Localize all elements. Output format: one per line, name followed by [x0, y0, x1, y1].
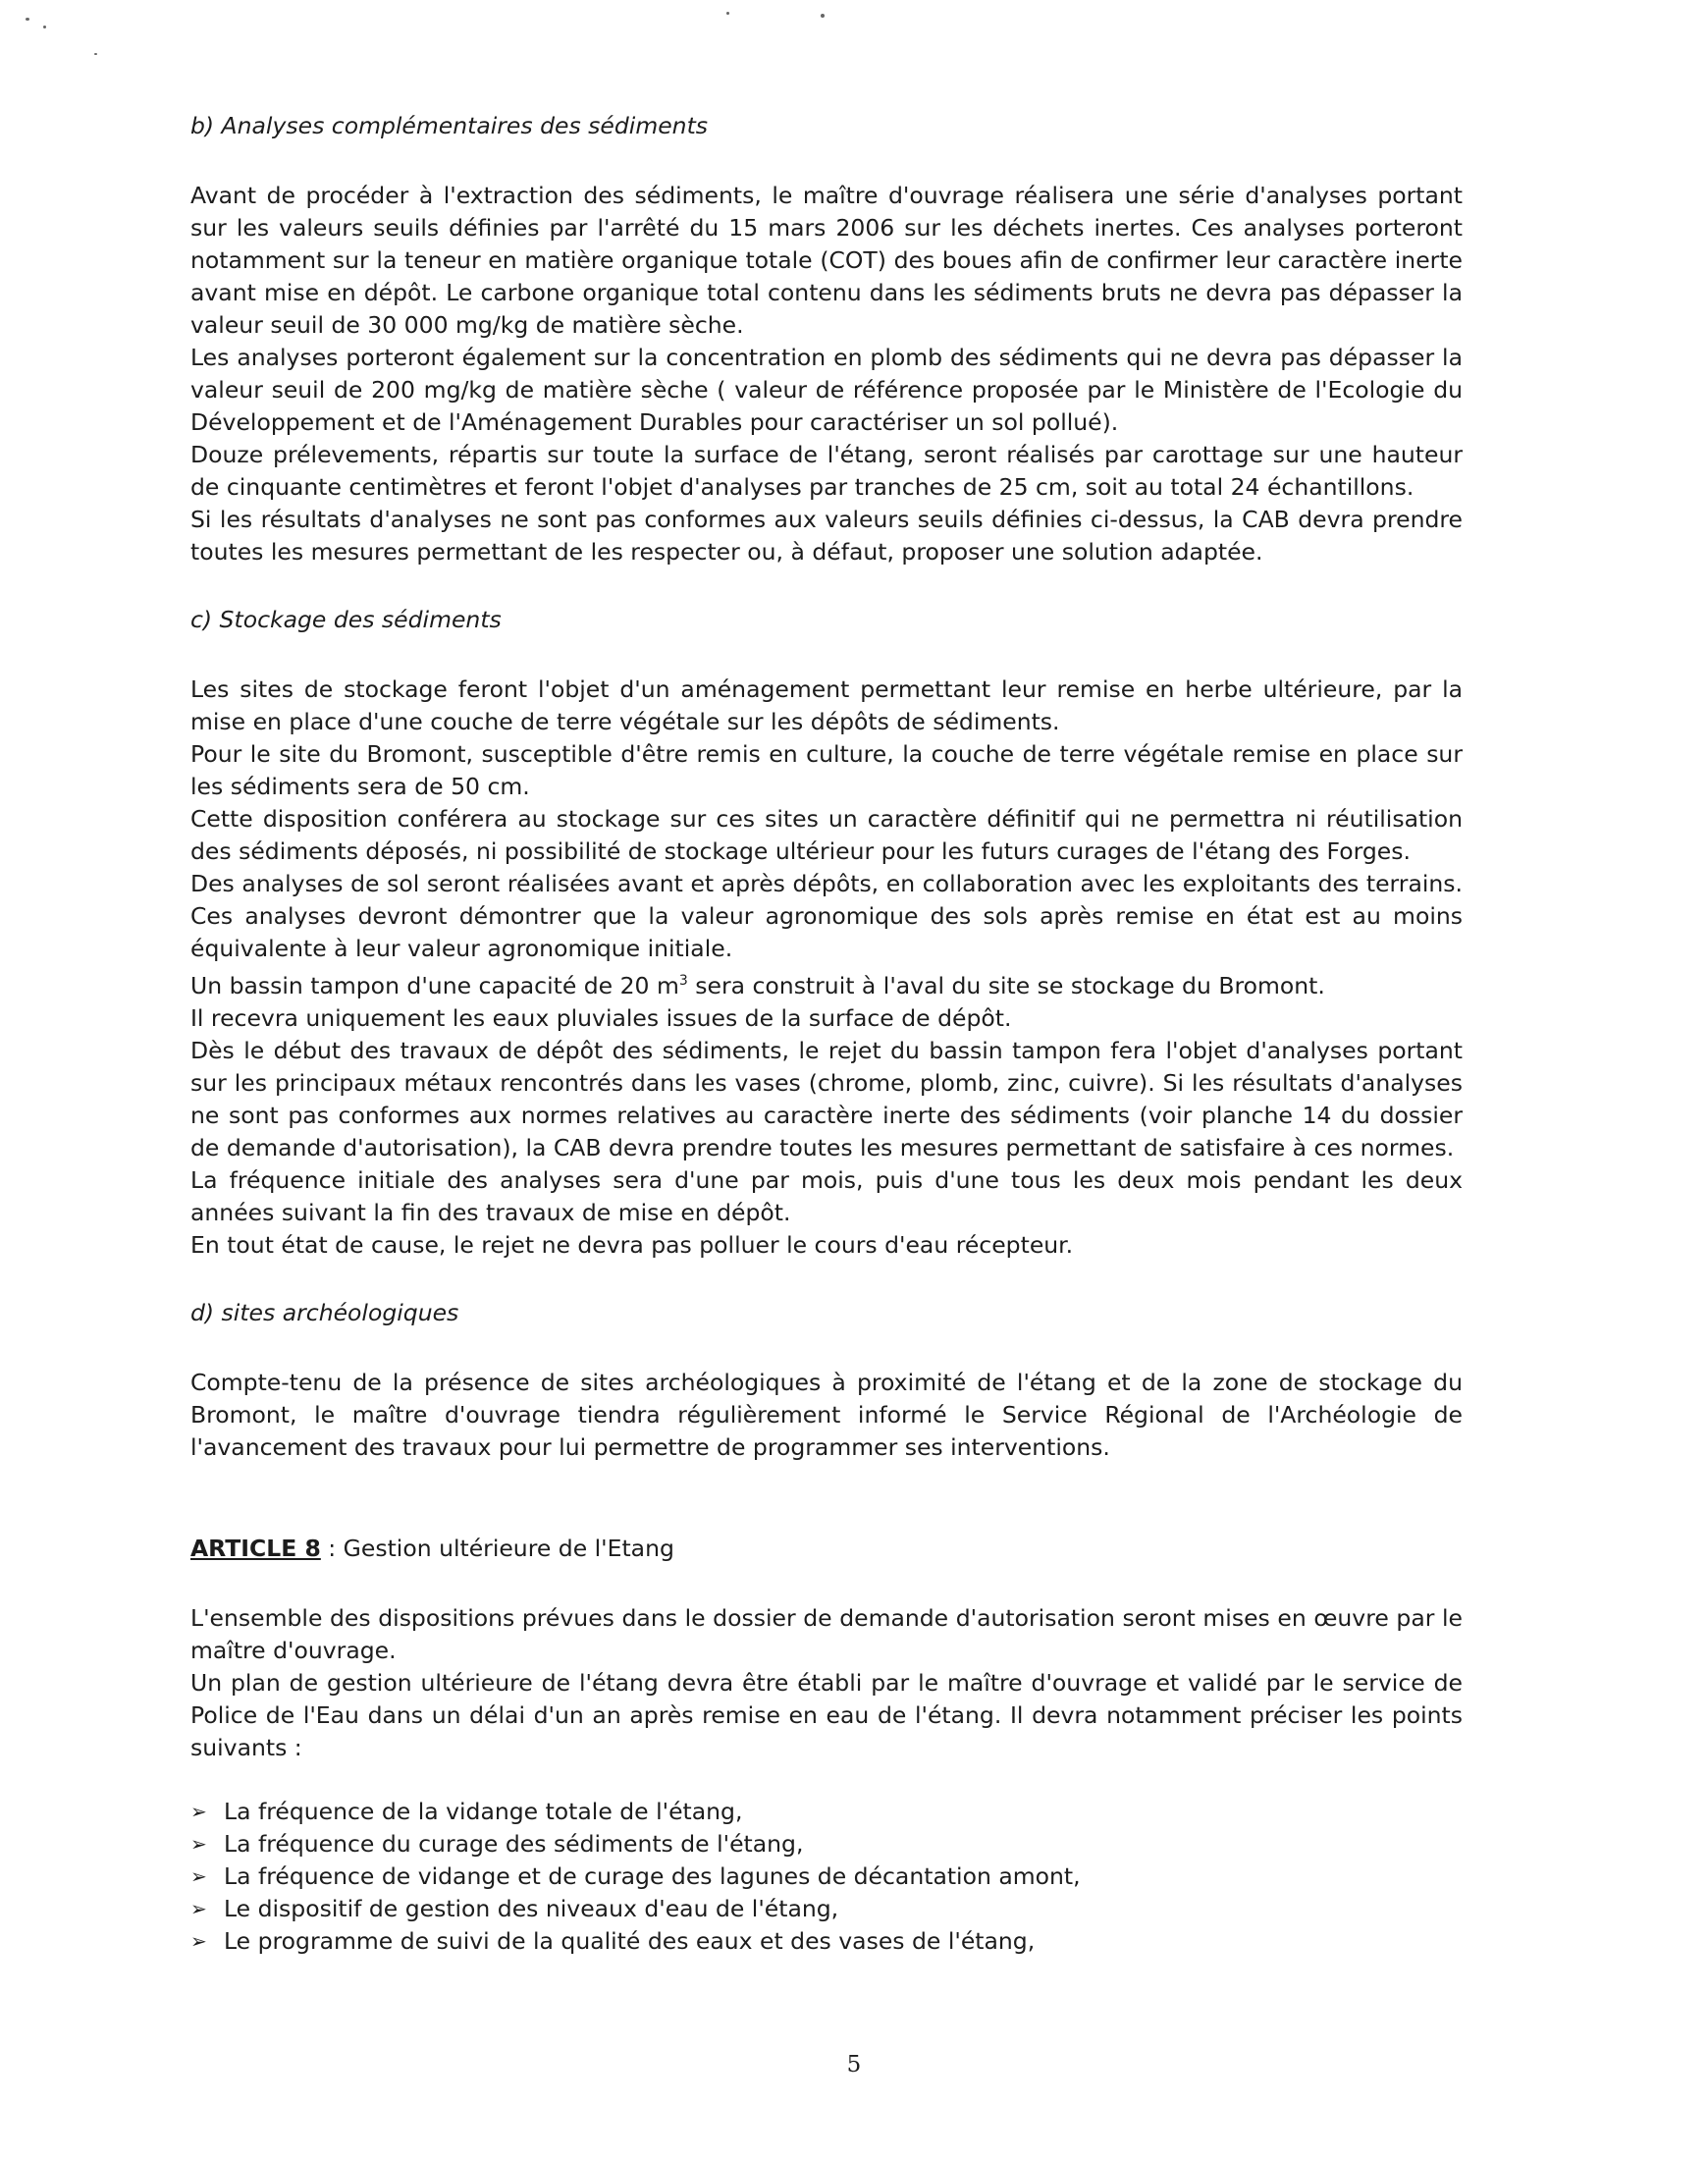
article-8	[190, 1533, 1463, 1958]
arrow-bullet-icon: ➢	[190, 1928, 207, 1953]
document-body	[190, 110, 1463, 1958]
points-list	[190, 1796, 1463, 1958]
page-number: 5	[846, 2052, 862, 2077]
paragraph: Il recevra uniquement les eaux pluviales issues de la surface de dépôt.	[190, 1003, 1012, 1032]
section-b	[190, 110, 1463, 568]
section-heading: c) Stockage des sédiments	[190, 606, 502, 633]
list-item	[190, 1925, 1463, 1958]
scan-speck	[821, 14, 825, 18]
list-item-text: La fréquence du curage des sédiments de l'étang,	[224, 1829, 804, 1858]
list-item-text: La fréquence de la vidange totale de l'étang,	[224, 1797, 743, 1825]
paragraph: Les sites de stockage feront l'objet d'un aménagement permettant leur remise en herbe ultérieure, par la mise en place d'une couche de terre végétale sur les dépôts de sédiments.	[190, 675, 1463, 735]
scan-speck	[726, 12, 729, 15]
article-label: ARTICLE 8	[190, 1534, 321, 1562]
arrow-bullet-icon: ➢	[190, 1896, 207, 1920]
paragraph: Les analyses porteront également sur la concentration en plomb des sédiments qui ne devra pas dépasser la valeur seuil de 200 mg/kg de matière sèche ( valeur de référence proposée par le Ministère de l'Ecologie du Développement et de l'Aménagement Durables pour caractériser un sol pollué).	[190, 344, 1463, 436]
arrow-bullet-icon: ➢	[190, 1831, 207, 1856]
arrow-bullet-icon: ➢	[190, 1799, 207, 1823]
list-item	[190, 1860, 1463, 1893]
paragraph: L'ensemble des dispositions prévues dans le dossier de demande d'autorisation seront mises en œuvre par le maître d'ouvrage.	[190, 1603, 1463, 1664]
paragraph: Avant de procéder à l'extraction des sédiments, le maître d'ouvrage réalisera une série d'analyses portant sur les valeurs seuils définies par l'arrêté du 15 mars 2006 sur les déchets inertes. Ces analyses porteront notamment sur la teneur en matière organique totale (COT) des boues afin de confirmer leur caractère inerte avant mise en dépôt. Le carbone organique total contenu dans les sédiments bruts ne devra pas dépasser la valeur seuil de 30 000 mg/kg de matière sèche.	[190, 182, 1463, 339]
article-separator: :	[320, 1534, 344, 1562]
paragraph: Compte-tenu de la présence de sites archéologiques à proximité de l'étang et de la zone de stockage du Bromont, le maître d'ouvrage tiendra régulièrement informé le Service Régional de l'Archéologie de l'avancement des travaux pour lui permettre de programmer ses interventions.	[190, 1368, 1463, 1461]
paragraph: La fréquence initiale des analyses sera d'une par mois, puis d'une tous les deux mois pendant les deux années suivant la fin des travaux de mise en dépôt.	[190, 1165, 1463, 1226]
list-item	[190, 1796, 1463, 1828]
basin-text: Un bassin tampon d'une capacité de 20 m	[190, 971, 679, 999]
section-c	[190, 604, 1463, 1262]
article-title: Gestion ultérieure de l'Etang	[343, 1534, 674, 1562]
article-heading	[190, 1533, 1463, 1565]
paragraph: Pour le site du Bromont, susceptible d'être remis en culture, la couche de terre végétale remise en place sur les sédiments sera de 50 cm.	[190, 740, 1463, 800]
paragraph: Dès le début des travaux de dépôt des sédiments, le rejet du bassin tampon fera l'objet d'analyses portant sur les principaux métaux rencontrés dans les vases (chrome, plomb, zinc, cuivre). Si les résultats d'analyses ne sont pas conformes aux normes relatives au caractère inerte des sédiments (voir planche 14 du dossier de demande d'autorisation), la CAB devra prendre toutes les mesures permettant de satisfaire à ces normes.	[190, 1036, 1463, 1161]
paragraph: Des analyses de sol seront réalisées avant et après dépôts, en collaboration avec les exploitants des terrains. Ces analyses devront démontrer que la valeur agronomique des sols après remise en état est au moins équivalente à leur valeur agronomique initiale.	[190, 870, 1463, 962]
paragraph: Cette disposition conférera au stockage sur ces sites un caractère définitif qui ne permettra ni réutilisation des sédiments déposés, ni possibilité de stockage ultérieur pour les futurs curages de l'étang des Forges.	[190, 805, 1463, 865]
scan-speck	[43, 26, 46, 28]
scan-speck	[94, 53, 97, 55]
arrow-bullet-icon: ➢	[190, 1863, 207, 1888]
paragraph: Douze prélevements, répartis sur toute la surface de l'étang, seront réalisés par carottage sur une hauteur de cinquante centimètres et feront l'objet d'analyses par tranches de 25 cm, soit au total 24 échantillons.	[190, 441, 1463, 501]
list-item-text: Le dispositif de gestion des niveaux d'eau de l'étang,	[224, 1894, 839, 1922]
list-item-text: Le programme de suivi de la qualité des eaux et des vases de l'étang,	[224, 1926, 1036, 1955]
paragraph: En tout état de cause, le rejet ne devra pas polluer le cours d'eau récepteur.	[190, 1230, 1074, 1259]
list-item-text: La fréquence de vidange et de curage des lagunes de décantation amont,	[224, 1861, 1081, 1890]
section-d	[190, 1297, 1463, 1464]
scan-speck	[26, 18, 29, 21]
list-item	[190, 1893, 1463, 1925]
basin-superscript: 3	[678, 973, 688, 989]
basin-paragraph	[190, 965, 1463, 1002]
paragraph: Un plan de gestion ultérieure de l'étang devra être établi par le maître d'ouvrage et validé par le service de Police de l'Eau dans un délai d'un an après remise en eau de l'étang. Il devra notamment préciser les points suivants :	[190, 1668, 1463, 1761]
basin-text-end: sera construit à l'aval du site se stockage du Bromont.	[687, 971, 1325, 999]
section-heading: b) Analyses complémentaires des sédiments	[190, 112, 709, 139]
list-item	[190, 1828, 1463, 1860]
section-heading: d) sites archéologiques	[190, 1298, 459, 1326]
paragraph: Si les résultats d'analyses ne sont pas conformes aux valeurs seuils définies ci-dessus, la CAB devra prendre toutes les mesures permettant de les respecter ou, à défaut, proposer une solution adaptée.	[190, 506, 1463, 566]
